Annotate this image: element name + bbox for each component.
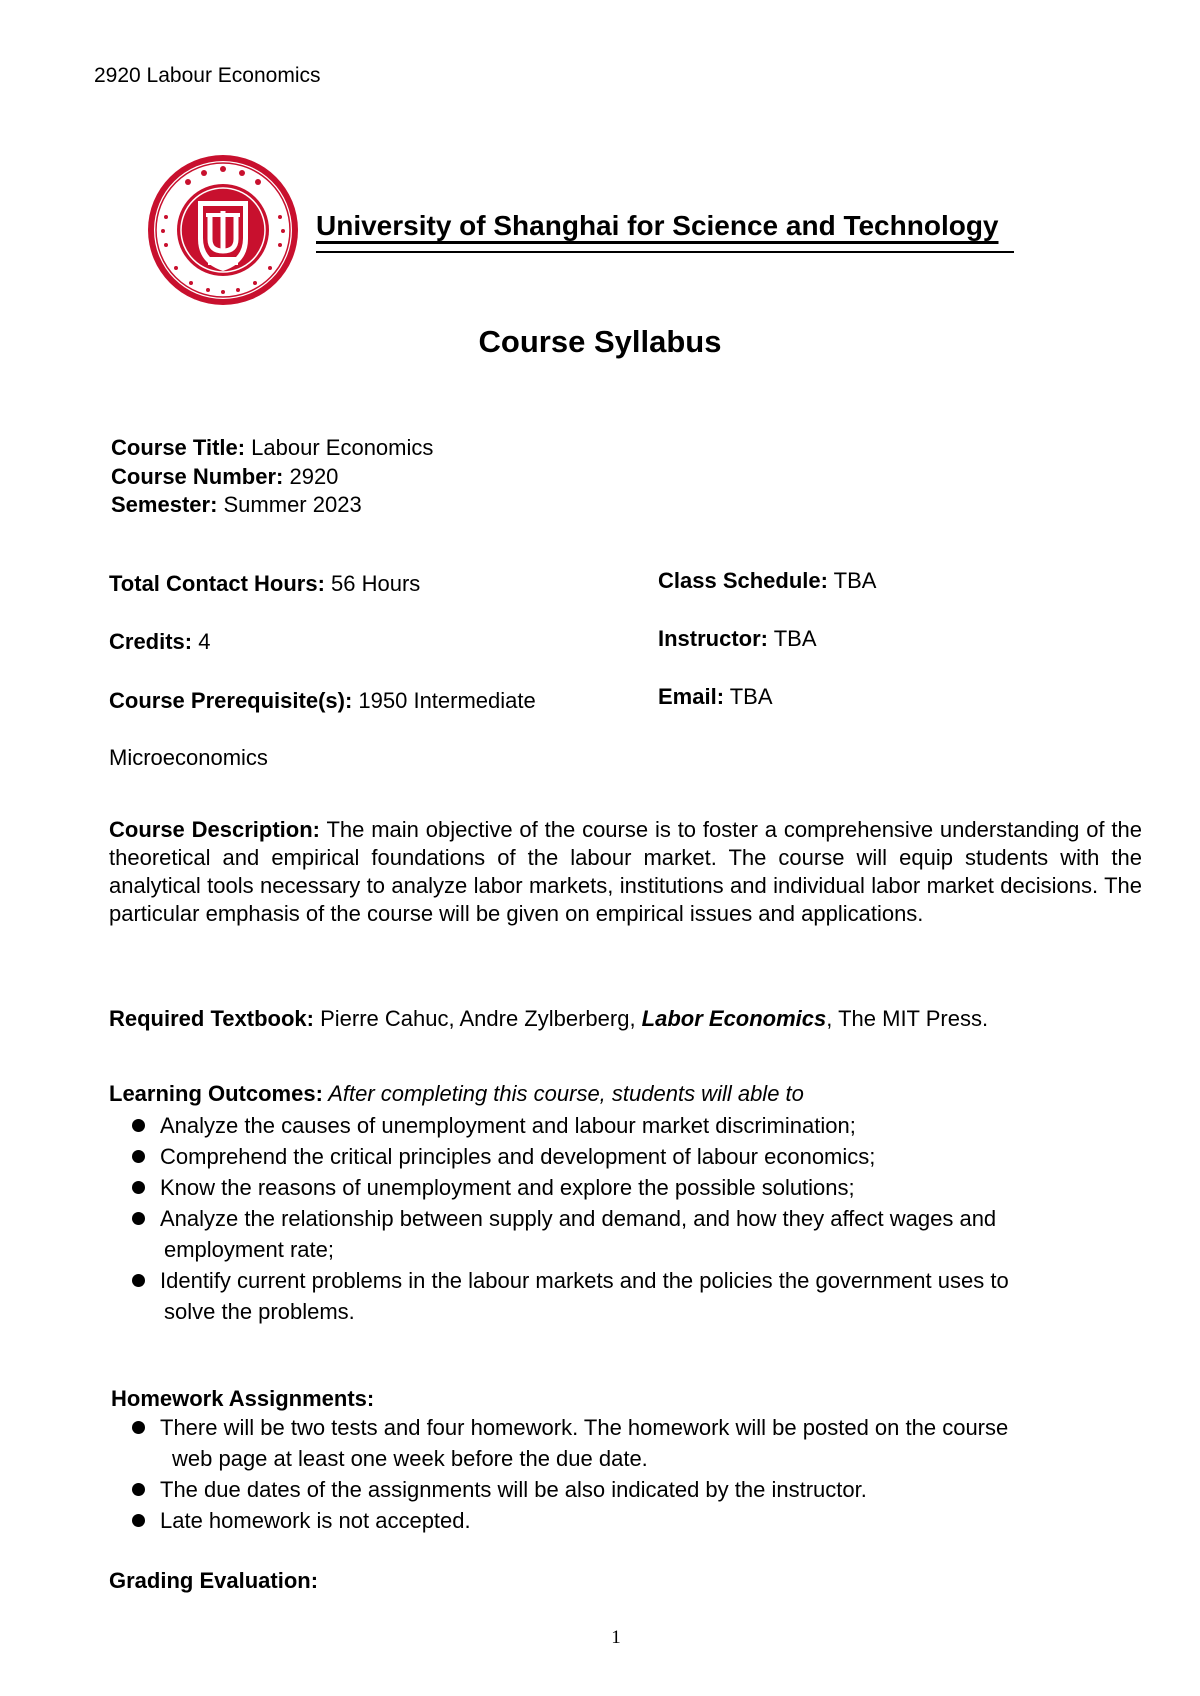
university-name: University of Shanghai for Science and Technology bbox=[316, 210, 999, 241]
list-item bbox=[132, 1412, 1008, 1474]
list-item-continuation: solve the problems. bbox=[164, 1299, 355, 1324]
instructor-line bbox=[658, 626, 817, 652]
document-title: Course Syllabus bbox=[478, 324, 722, 359]
university-seal-logo bbox=[146, 153, 300, 307]
running-header: 2920 Labour Economics bbox=[94, 64, 321, 87]
list-item-continuation: web page at least one week before the due date. bbox=[172, 1446, 648, 1471]
prerequisite-label: Course Prerequisite(s): bbox=[109, 688, 353, 713]
contact-hours-value: 56 Hours bbox=[324, 571, 421, 596]
prerequisite-continuation: Microeconomics bbox=[109, 745, 268, 770]
list-item-text: Identify current problems in the labour markets and the policies the government uses to bbox=[160, 1268, 1009, 1293]
credits-line bbox=[109, 629, 210, 655]
course-number-line bbox=[111, 464, 338, 490]
learning-outcomes-list bbox=[132, 1110, 1009, 1327]
list-item-text: Analyze the relationship between supply and demand, and how they affect wages and bbox=[160, 1206, 997, 1231]
homework-list bbox=[132, 1412, 1008, 1536]
textbook-publisher: , The MIT Press. bbox=[826, 1006, 989, 1031]
semester-value: Summer 2023 bbox=[217, 492, 362, 517]
prerequisite-value: 1950 Intermediate bbox=[352, 688, 536, 713]
class-schedule-value: TBA bbox=[827, 568, 877, 593]
instructor-value: TBA bbox=[768, 626, 817, 651]
list-item: The due dates of the assignments will be also indicated by the instructor. bbox=[132, 1474, 1008, 1505]
course-number-label: Course Number: bbox=[111, 464, 284, 489]
course-title-label: Course Title: bbox=[111, 435, 246, 460]
learning-outcomes-intro: After completing this course, students will able to bbox=[322, 1081, 804, 1106]
page-number: 1 bbox=[611, 1627, 621, 1648]
textbook-title: Labor Economics bbox=[641, 1006, 827, 1031]
semester-label: Semester: bbox=[111, 492, 218, 517]
list-item-text: There will be two tests and four homework. The homework will be posted on the course bbox=[160, 1415, 1009, 1440]
instructor-label: Instructor: bbox=[658, 626, 768, 651]
learning-outcomes-heading bbox=[109, 1081, 804, 1107]
list-item: Know the reasons of unemployment and explore the possible solutions; bbox=[132, 1172, 1009, 1203]
list-item bbox=[132, 1265, 1009, 1327]
title-double-underline bbox=[316, 251, 1014, 253]
course-description-text: The main objective of the course is to foster a comprehensive understanding of the theoretical and empirical foundations of the labour market. The course will equip students with the analytical tools necessary to analyze labor markets, institutions and individual labor market decisions. The particular emphasis of the course will be given on empirical issues and applications. bbox=[109, 817, 1142, 926]
course-title-line bbox=[111, 435, 433, 461]
email-value: TBA bbox=[724, 684, 773, 709]
email-label: Email: bbox=[658, 684, 725, 709]
list-item: Late homework is not accepted. bbox=[132, 1505, 1008, 1536]
grading-label: Grading Evaluation: bbox=[109, 1568, 319, 1593]
list-item bbox=[132, 1203, 1009, 1265]
class-schedule-line bbox=[658, 568, 876, 594]
course-description bbox=[109, 816, 1142, 928]
course-title-value: Labour Economics bbox=[245, 435, 434, 460]
list-item-continuation: employment rate; bbox=[164, 1237, 334, 1262]
textbook-authors: Pierre Cahuc, Andre Zylberberg, bbox=[313, 1006, 642, 1031]
prerequisite-line bbox=[109, 688, 536, 714]
course-description-label: Course Description: bbox=[109, 817, 320, 842]
textbook-label: Required Textbook: bbox=[109, 1006, 314, 1031]
credits-label: Credits: bbox=[109, 629, 193, 654]
homework-label: Homework Assignments: bbox=[111, 1386, 375, 1411]
homework-heading bbox=[111, 1386, 374, 1412]
grading-heading bbox=[109, 1568, 318, 1594]
contact-hours-label: Total Contact Hours: bbox=[109, 571, 325, 596]
course-number-value: 2920 bbox=[283, 464, 339, 489]
contact-hours-line bbox=[109, 571, 420, 597]
learning-outcomes-label: Learning Outcomes: bbox=[109, 1081, 323, 1106]
semester-line bbox=[111, 492, 362, 518]
credits-value: 4 bbox=[192, 629, 211, 654]
email-line bbox=[658, 684, 773, 710]
class-schedule-label: Class Schedule: bbox=[658, 568, 828, 593]
required-textbook-line bbox=[109, 1006, 988, 1032]
list-item: Analyze the causes of unemployment and labour market discrimination; bbox=[132, 1110, 1009, 1141]
list-item: Comprehend the critical principles and development of labour economics; bbox=[132, 1141, 1009, 1172]
